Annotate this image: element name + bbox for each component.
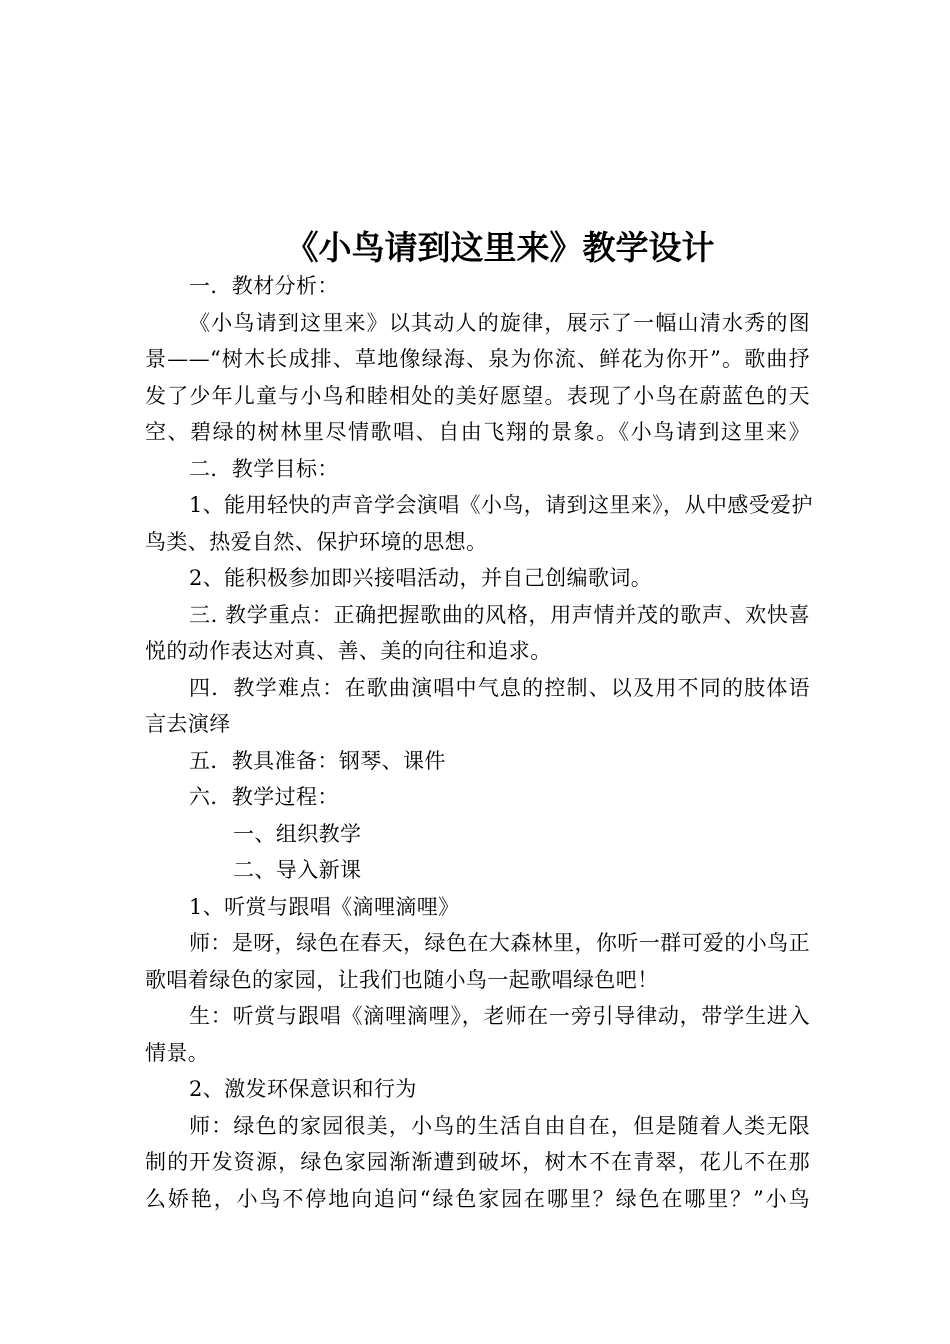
subsection-heading: 二、导入新课 (233, 858, 362, 882)
paragraph-line: 师：绿色的家园很美，小鸟的生活自由自在，但是随着人类无限 (189, 1113, 810, 1138)
paragraph-line: 情景。 (145, 1040, 210, 1065)
section-heading-process: 六．教学过程： (189, 785, 339, 809)
paragraph-line: 鸟类、热爱自然、保护环境的思想。 (145, 529, 488, 554)
paragraph-line: 2、能积极参加即兴接唱活动，并自己创编歌词。 (189, 566, 653, 590)
document-body (145, 268, 813, 1217)
paragraph-line: 生：听赏与跟唱《滴哩滴哩》，老师在一旁引导律动，带学生进入 (189, 1004, 810, 1028)
paragraph-line: 《小鸟请到这里来》以其动人的旋律，展示了一幅山清水秀的图 (189, 310, 810, 335)
paragraph-line: 制的开发资源，绿色家园渐渐遭到破坏，树木不在青翠，花儿不在那 (145, 1150, 810, 1174)
section-heading-key-points: 三. 教学重点：正确把握歌曲的风格，用声情并茂的歌声、欢快喜 (189, 602, 810, 627)
section-heading-goals: 二．教学目标： (189, 456, 339, 481)
paragraph-line: 么娇艳，小鸟不停地向追问“绿色家园在哪里？绿色在哪里？”小鸟 (145, 1186, 810, 1211)
paragraph-line: 1、能用轻快的声音学会演唱《小鸟，请到这里来》，从中感受爱护 (189, 493, 813, 517)
subsection-heading: 一、组织教学 (233, 821, 362, 846)
section-heading-materials: 一．教材分析： (189, 274, 339, 298)
paragraph-line: 歌唱着绿色的家园，让我们也随小鸟一起歌唱绿色吧！ (145, 967, 659, 992)
paragraph-line: 言去演绎 (145, 712, 231, 736)
section-heading-tools: 五．教具准备：钢琴、课件 (189, 748, 446, 773)
section-heading-difficulties: 四．教学难点：在歌曲演唱中气息的控制、以及用不同的肢体语 (189, 675, 810, 700)
paragraph-line: 发了少年儿童与小鸟和睦相处的美好愿望。表现了小鸟在蔚蓝色的天 (145, 383, 810, 408)
paragraph-line: 景——“树木长成排、草地像绿海、泉为你流、鲜花为你开”。歌曲抒 (145, 347, 810, 371)
paragraph-line: 空、碧绿的树林里尽情歌唱、自由飞翔的景象。《小鸟请到这里来》 (145, 420, 810, 444)
document-title: 《小鸟请到这里来》教学设计 (285, 228, 715, 267)
paragraph-line: 2、激发环保意识和行为 (189, 1077, 417, 1101)
paragraph-line: 1、听赏与跟唱《滴哩滴哩》 (189, 894, 460, 919)
paragraph-line: 师：是呀，绿色在春天，绿色在大森林里，你听一群可爱的小鸟正 (189, 931, 810, 955)
paragraph-line: 悦的动作表达对真、善、美的向往和追求。 (145, 639, 552, 663)
